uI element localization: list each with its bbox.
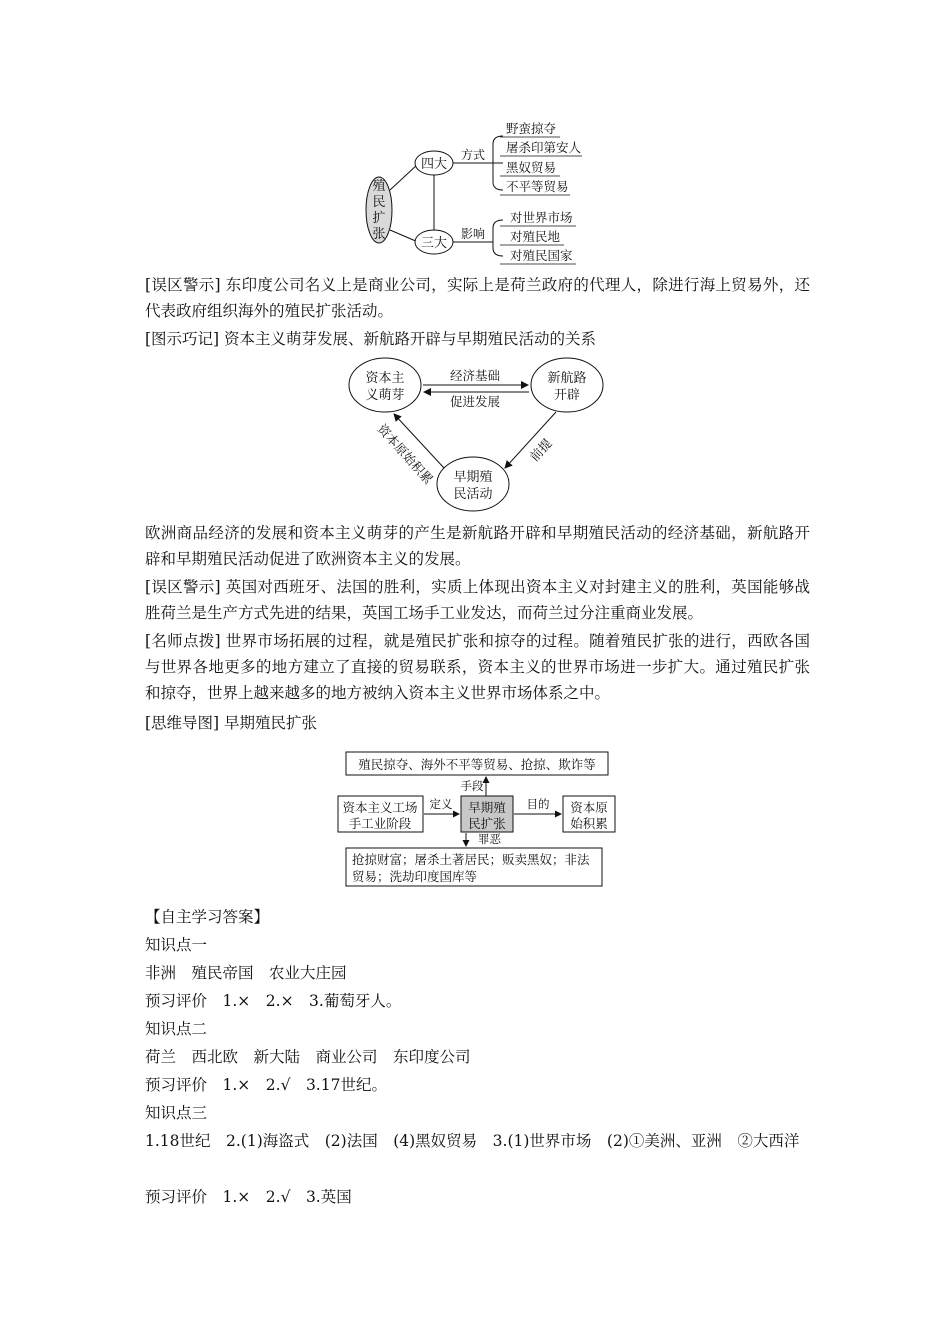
node-a-line1: 资本主 — [365, 371, 405, 386]
evil-line1: 抢掠财富；屠杀土著居民；贩卖黑奴；非法 — [352, 852, 590, 867]
center-char-4: 张 — [372, 227, 386, 242]
top-edge-label: 方式 — [460, 148, 486, 162]
stage-line1: 资本主义工场 — [342, 800, 418, 815]
bottom-node-label: 三大 — [420, 236, 448, 251]
bottom-edge-label: 影响 — [460, 227, 486, 241]
colonial-expansion-diagram — [360, 118, 600, 270]
stage-line2: 手工业阶段 — [348, 816, 412, 831]
bottom-item-2: 对殖民地 — [510, 229, 561, 244]
node-b-line2: 开辟 — [553, 388, 581, 403]
relationship-diagram — [340, 356, 610, 516]
top-node-label: 四大 — [420, 157, 448, 172]
knowledge-point-3-evaluation: 预习评价 1.× 2.√ 3.英国 — [145, 1188, 352, 1206]
misconception-warning-2: [误区警示] 英国对西班牙、法国的胜利，实质上体现出资本主义对封建主义的胜利，英国能够战胜荷兰是生产方式先进的结果，英国工场手工业发达，而荷兰过分注重商业发展。 — [145, 578, 810, 622]
mind-map-diagram — [332, 748, 622, 890]
center-char-1: 殖 — [372, 179, 386, 194]
means-text: 殖民掠夺、海外不平等贸易、抢掠、欺诈等 — [358, 757, 596, 772]
definition-label: 定义 — [429, 797, 453, 811]
evil-label: 罪恶 — [478, 832, 501, 846]
answers-heading: 【自主学习答案】 — [145, 908, 270, 926]
knowledge-point-2-evaluation: 预习评价 1.× 2.√ 3.17世纪。 — [145, 1076, 387, 1094]
bottom-item-3: 对殖民国家 — [510, 248, 573, 263]
economic-basis-paragraph: 欧洲商品经济的发展和资本主义萌芽的产生是新航路开辟和早期殖民活动的经济基础，新航路开辟和早期殖民活动促进了欧洲资本主义的发展。 — [145, 524, 810, 568]
knowledge-point-3: 知识点三 — [145, 1104, 208, 1122]
knowledge-point-1: 知识点一 — [145, 936, 208, 954]
top-item-2: 屠杀印第安人 — [506, 140, 582, 155]
center-char-3: 扩 — [372, 211, 386, 226]
evil-line2: 贸易；洗劫印度国库等 — [352, 869, 478, 884]
node-c-line1: 早期殖 — [453, 470, 493, 485]
right-line2: 始积累 — [570, 816, 608, 831]
knowledge-point-2: 知识点二 — [145, 1020, 208, 1038]
mind-map-title: [思维导图] 早期殖民扩张 — [145, 714, 318, 732]
edge-promote-development: 促进发展 — [449, 394, 501, 409]
bottom-item-1: 对世界市场 — [510, 210, 573, 225]
right-line1: 资本原 — [570, 800, 608, 815]
center-line2: 民扩张 — [468, 816, 506, 831]
node-a-line2: 义萌芽 — [365, 388, 405, 403]
edge-primitive-accumulation: 资本原始积累 — [374, 421, 437, 487]
knowledge-point-1-answers: 非洲 殖民帝国 农业大庄园 — [145, 964, 347, 982]
edge-premise: 前提 — [526, 435, 555, 465]
means-label: 手段 — [460, 779, 484, 793]
node-b-line1: 新航路 — [547, 371, 587, 386]
node-c-line2: 民活动 — [453, 487, 493, 502]
knowledge-point-3-answers: 1.18世纪 2.(1)海盗式 (2)法国 (4)黑奴贸易 3.(1)世界市场 (2)①美洲、亚洲 ②大西洋 — [145, 1132, 800, 1150]
purpose-label: 目的 — [526, 797, 550, 811]
center-char-2: 民 — [372, 195, 386, 210]
teacher-tip-paragraph: [名师点拨] 世界市场拓展的过程，就是殖民扩张和掠夺的过程。随着殖民扩张的进行，西欧各国与世界各地更多的地方建立了直接的贸易联系，资本主义的世界市场进一步扩大。通过殖民扩张和掠夺，世界上越来越多的地方被纳入资本主义世界市场体系之中。 — [145, 632, 810, 702]
diagram-tip-title: [图示巧记] 资本主义萌芽发展、新航路开辟与早期殖民活动的关系 — [145, 330, 597, 348]
edge-economic-basis: 经济基础 — [449, 368, 501, 383]
misconception-warning-1: [误区警示] 东印度公司名义上是商业公司，实际上是荷兰政府的代理人，除进行海上贸易外，还代表政府组织海外的殖民扩张活动。 — [145, 276, 810, 320]
knowledge-point-2-answers: 荷兰 西北欧 新大陆 商业公司 东印度公司 — [145, 1048, 471, 1066]
top-item-1: 野蛮掠夺 — [506, 121, 557, 136]
top-item-4: 不平等贸易 — [506, 179, 569, 194]
top-item-3: 黑奴贸易 — [506, 160, 557, 175]
knowledge-point-1-evaluation: 预习评价 1.× 2.× 3.葡萄牙人。 — [145, 992, 402, 1010]
center-line1: 早期殖 — [468, 800, 506, 815]
